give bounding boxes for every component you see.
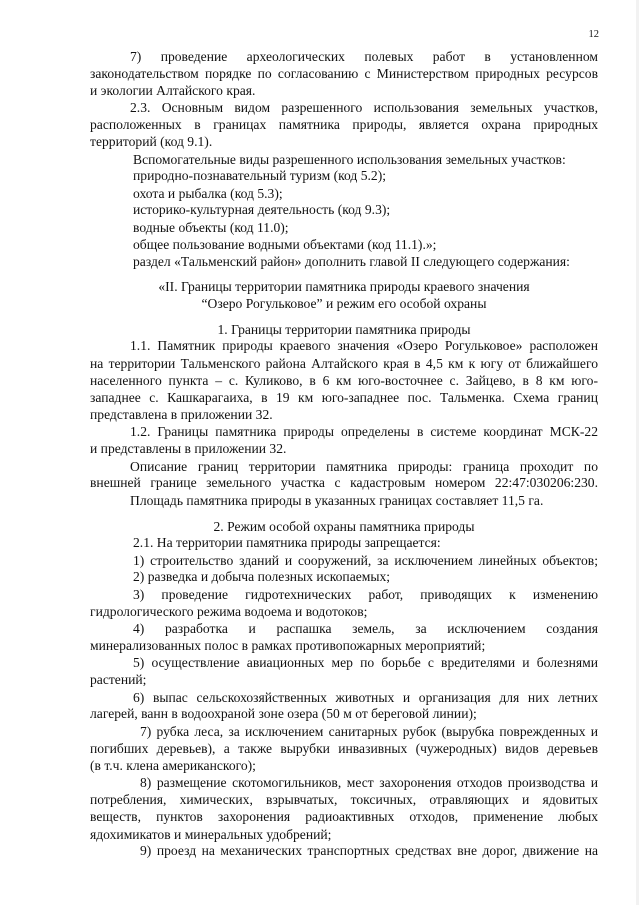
text-line: западнее с. Кашкарагаиха, в 19 км юго-западнее пос. Тальменка. Схема границ xyxy=(90,390,598,405)
text-line: территорий (код 9.1). xyxy=(90,134,213,149)
text-line: на территории Тальменского района Алтайского края в 4,5 км к югу от ближайшего xyxy=(90,356,598,371)
text-line: внешней границе земельного участка с кадастровым номером 22:47:030206:230. xyxy=(90,475,598,490)
text-line: Вспомогательные виды разрешенного использования земельных участков: xyxy=(133,152,566,167)
text-line: расположенных в границах памятника природы, является охрана природных xyxy=(90,117,598,132)
section-heading: 2. Режим особой охраны памятника природы xyxy=(213,519,475,534)
text-line: погибших деревьев), а также вырубки инвазивных (чужеродных) видов деревьев xyxy=(90,741,598,756)
text-line: потребления, химических, взрывчатых, токсичных, отравляющих и ядовитых xyxy=(90,792,598,807)
text-line: законодательством порядке по согласованию с Министерством природных ресурсов xyxy=(90,66,598,81)
text-line: 1) строительство зданий и сооружений, за исключением линейных объектов; xyxy=(133,553,598,568)
text-line: 8) размещение скотомогильников, мест захоронения отходов производства и xyxy=(140,775,598,790)
page-number: 12 xyxy=(588,29,599,40)
text-line: Описание границ территории памятника природы: граница проходит по xyxy=(130,459,598,474)
text-line: 7) проведение археологических полевых работ в установленном xyxy=(130,49,598,64)
text-line: минерализованных полос в рамках противопожарных мероприятий; xyxy=(90,638,486,653)
text-line: представлена в приложении 32. xyxy=(90,407,273,422)
text-line: историко-культурная деятельность (код 9.3); xyxy=(133,202,391,217)
text-line: 7) рубка леса, за исключением санитарных рубок (вырубка поврежденных и xyxy=(140,724,598,739)
text-line: веществ, пунктов захоронения радиоактивных отходов, применение любых xyxy=(90,809,598,824)
text-line: 3) проведение гидротехнических работ, приводящих к изменению xyxy=(133,587,598,602)
text-line: (в т.ч. клена американского); xyxy=(90,758,256,773)
text-line: раздел «Тальменский район» дополнить главой II следующего содержания: xyxy=(133,254,570,269)
text-line: и экологии Алтайского края. xyxy=(90,83,256,98)
text-line: 2) разведка и добыча полезных ископаемых; xyxy=(133,569,391,584)
text-line: растений; xyxy=(90,672,147,687)
text-line: Площадь памятника природы в указанных границах составляет 11,5 га. xyxy=(130,493,544,508)
chapter-heading: “Озеро Рогульковое” и режим его особой охраны xyxy=(201,296,487,311)
text-line: и представлены в приложении 32. xyxy=(90,441,287,456)
chapter-heading: «II. Границы территории памятника природы краевого значения xyxy=(158,279,530,294)
text-line: водные объекты (код 11.0); xyxy=(133,220,289,235)
text-line: лагерей, ванн в водоохраной зоне озера (50 м от береговой линии); xyxy=(90,706,477,721)
text-line: природно-познавательный туризм (код 5.2); xyxy=(133,168,387,183)
text-line: ядохимикатов и минеральных удобрений; xyxy=(90,827,332,842)
text-line: 6) выпас сельскохозяйственных животных и организация для них летних xyxy=(133,690,598,705)
text-line: гидрологического режима водоема и водотоков; xyxy=(90,604,368,619)
text-line: охота и рыбалка (код 5.3); xyxy=(133,186,283,201)
text-line: 5) осуществление авиационных мер по борьбе с вредителями и болезнями xyxy=(133,655,598,670)
section-heading: 1. Границы территории памятника природы xyxy=(217,322,471,337)
text-line: общее пользование водными объектами (код 11.1).»; xyxy=(133,237,437,252)
text-line: 9) проезд на механических транспортных средствах вне дорог, движение на xyxy=(140,843,598,858)
text-line: 1.1. Памятник природы краевого значения «Озеро Рогульковое» расположен xyxy=(130,338,598,353)
text-line: населенного пункта – с. Куликово, в 6 км юго-восточнее с. Зайцево, в 8 км юго- xyxy=(90,373,598,388)
text-line: 4) разработка и распашка земель, за исключением создания xyxy=(133,621,598,636)
text-line: 2.3. Основным видом разрешенного использования земельных участков, xyxy=(130,100,598,115)
text-line: 1.2. Границы памятника природы определены в системе координат МСК-22 xyxy=(130,424,598,439)
text-line: 2.1. На территории памятника природы запрещается: xyxy=(133,535,441,550)
